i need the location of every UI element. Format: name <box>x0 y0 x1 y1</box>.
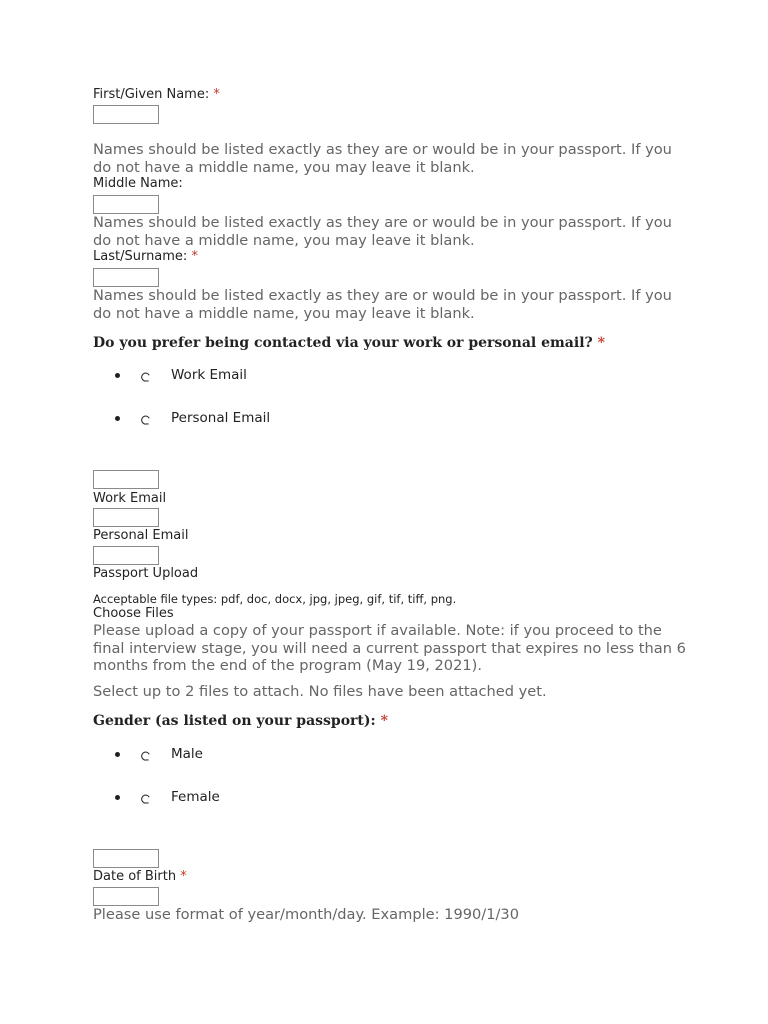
radio-button-icon[interactable] <box>141 415 151 425</box>
upload-status: Select up to 2 files to attach. No files have been attached yet. <box>93 683 547 700</box>
radio-label: Personal Email <box>171 410 271 426</box>
work-email-input[interactable] <box>93 508 159 527</box>
last-name-help: Names should be listed exactly as they are or would be in your passport. If you do not have a middle name, you may leave it blank. <box>93 287 672 322</box>
last-name-input[interactable] <box>93 268 159 287</box>
required-asterisk: * <box>213 87 220 102</box>
passport-help: Please upload a copy of your passport if available. Note: if you proceed to the final interview stage, you will need a current passport that expires no less than 6 months from the end of the program (May 19, 2021). <box>93 622 686 674</box>
required-asterisk: * <box>597 335 605 351</box>
bullet-icon <box>115 373 120 378</box>
date-of-birth-label <box>93 869 187 885</box>
personal-email-input[interactable] <box>93 546 159 565</box>
choose-files-button[interactable]: Choose Files <box>93 606 174 621</box>
first-name-input[interactable] <box>93 105 159 124</box>
bullet-icon <box>115 416 120 421</box>
radio-option-female[interactable] <box>115 788 220 806</box>
middle-name-help: Names should be listed exactly as they are or would be in your passport. If you do not have a middle name, you may leave it blank. <box>93 214 672 249</box>
gender-question-text: Gender (as listed on your passport): <box>93 713 376 729</box>
date-of-birth-input[interactable] <box>93 887 159 906</box>
bullet-icon <box>115 795 120 800</box>
radio-label: Female <box>171 789 220 805</box>
first-name-help: Names should be listed exactly as they are or would be in your passport. If you do not have a middle name, you may leave it blank. <box>93 141 672 176</box>
radio-button-icon[interactable] <box>141 751 151 761</box>
radio-option-male[interactable] <box>115 745 203 763</box>
last-name-label-text: Last/Surname: <box>93 249 188 264</box>
radio-button-icon[interactable] <box>141 794 151 804</box>
middle-name-input[interactable] <box>93 195 159 214</box>
radio-label: Male <box>171 746 203 762</box>
middle-name-label: Middle Name: <box>93 176 183 191</box>
work-email-label: Work Email <box>93 491 167 506</box>
contact-preference-question <box>93 335 605 351</box>
passport-upload-label: Passport Upload <box>93 566 199 581</box>
first-name-label-text: First/Given Name: <box>93 87 210 102</box>
gender-question <box>93 713 388 729</box>
first-name-label <box>93 87 220 103</box>
radio-button-icon[interactable] <box>141 372 151 382</box>
radio-label: Work Email <box>171 367 247 383</box>
last-name-label <box>93 249 198 265</box>
contact-preference-other-input[interactable] <box>93 470 159 489</box>
date-of-birth-label-text: Date of Birth <box>93 869 177 884</box>
required-asterisk: * <box>380 713 388 729</box>
contact-preference-text: Do you prefer being contacted via your work or personal email? <box>93 335 593 351</box>
personal-email-label: Personal Email <box>93 528 189 543</box>
gender-other-input[interactable] <box>93 849 159 868</box>
acceptable-file-types: Acceptable file types: pdf, doc, docx, jpg, jpeg, gif, tif, tiff, png. <box>93 592 457 606</box>
date-of-birth-help: Please use format of year/month/day. Example: 1990/1/30 <box>93 906 519 923</box>
required-asterisk: * <box>180 869 187 884</box>
radio-option-work-email[interactable] <box>115 366 247 384</box>
radio-option-personal-email[interactable] <box>115 409 270 427</box>
bullet-icon <box>115 752 120 757</box>
required-asterisk: * <box>191 249 198 264</box>
